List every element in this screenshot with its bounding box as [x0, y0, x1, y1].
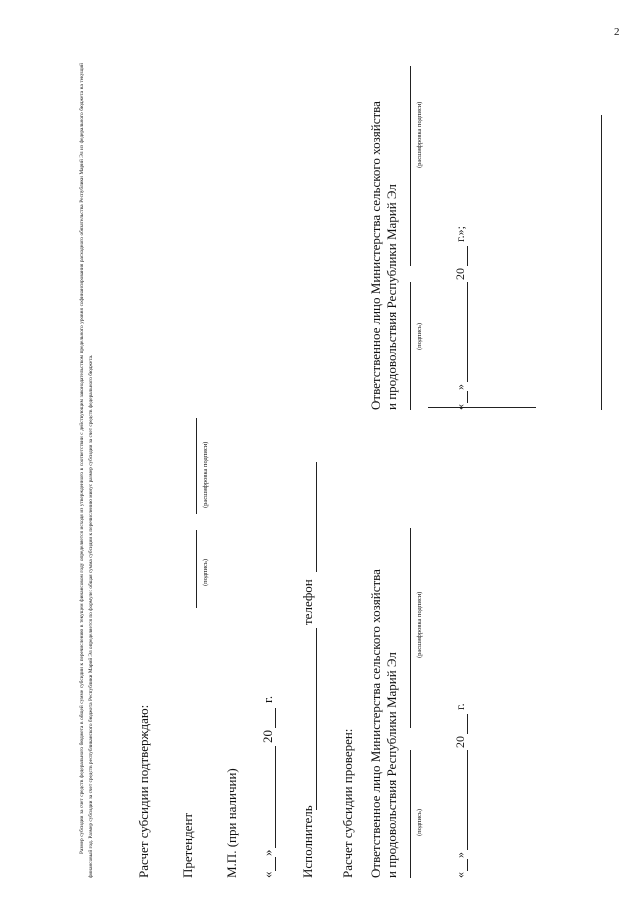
- checked-heading: Расчет субсидии проверен:: [340, 728, 355, 878]
- responsible-line-2: и продовольствия Республики Марий Эл: [384, 652, 399, 878]
- stamp-label: М.П. (при наличии): [224, 768, 239, 878]
- date-close-quote: »: [260, 849, 275, 856]
- date-year-prefix: 20: [260, 730, 275, 743]
- date-open-quote: «: [260, 871, 275, 878]
- checked-date-close-quote: »: [453, 852, 467, 858]
- right-decoding-line: [410, 66, 411, 266]
- right-date-close-quote: »: [453, 384, 467, 390]
- date-month-line: [275, 746, 276, 848]
- checked-signature-caption: (подпись): [416, 809, 423, 836]
- checked-date-year-suffix: г.: [453, 703, 467, 710]
- right-decoding-caption: (расшифровка подписи): [416, 101, 423, 168]
- right-date-open-quote: «: [453, 404, 467, 410]
- checked-date-open-quote: «: [453, 872, 467, 878]
- right-signature-caption: (подпись): [416, 323, 423, 350]
- right-divider-line: [601, 115, 602, 410]
- rotated-form: [70, 63, 610, 878]
- vertical-divider: [428, 407, 536, 408]
- checked-date-day-line: [467, 859, 468, 871]
- executor-label: Исполнитель: [300, 805, 315, 878]
- right-responsible-line-1: Ответственное лицо Министерства сельского хозяйства: [368, 101, 383, 410]
- phone-line: [316, 462, 317, 572]
- footnote-text: Размер субсидии за счет средств федерального бюджета в общей сумме субсидии к перечислению в текущем финансовом году определяется исходя из утвержденного в соответствии с действующим законодательством предельного уровня софинансирования расходного обязательства Республики Марий Эл из федерального бюджета на текущий финансовый год. Размер субсидии за счет средств республиканского бюджета Республики Марий Эл определяется по формуле: общая сумма субсидии к перечислению минус размер субсидии за счет средств федерального бюджета.: [79, 63, 94, 878]
- executor-line: [316, 628, 317, 810]
- checked-date-year-prefix: 20: [453, 736, 467, 748]
- applicant-signature-caption: (подпись): [202, 559, 209, 586]
- applicant-signature-line: [196, 530, 197, 608]
- phone-label: телефон: [300, 579, 315, 625]
- checked-date-month-line: [467, 750, 468, 850]
- right-date-suffix: г.»;: [453, 226, 467, 242]
- right-responsible-line-2: и продовольствия Республики Марий Эл: [384, 184, 399, 410]
- checked-signature-line: [410, 750, 411, 878]
- right-date-year-prefix: 20: [453, 268, 467, 280]
- right-date-month-line: [467, 282, 468, 382]
- checked-decoding-line: [410, 528, 411, 728]
- applicant-decoding-caption: (расшифровка подписи): [202, 441, 209, 508]
- right-date-day-line: [467, 391, 468, 403]
- right-date-year-line: [467, 246, 468, 266]
- date-year-suffix: г.: [260, 695, 275, 703]
- date-day-line: [275, 857, 276, 871]
- page-number: 2: [614, 26, 620, 38]
- applicant-label: Претендент: [180, 812, 195, 878]
- applicant-decoding-line: [196, 418, 197, 514]
- checked-decoding-caption: (расшифровка подписи): [416, 591, 423, 658]
- confirm-heading: Расчет субсидии подтверждаю:: [136, 704, 151, 878]
- checked-date-year-line: [467, 714, 468, 734]
- date-year-line: [275, 708, 276, 728]
- responsible-line-1: Ответственное лицо Министерства сельского хозяйства: [368, 569, 383, 878]
- right-signature-line: [410, 282, 411, 410]
- footnote: [78, 63, 96, 878]
